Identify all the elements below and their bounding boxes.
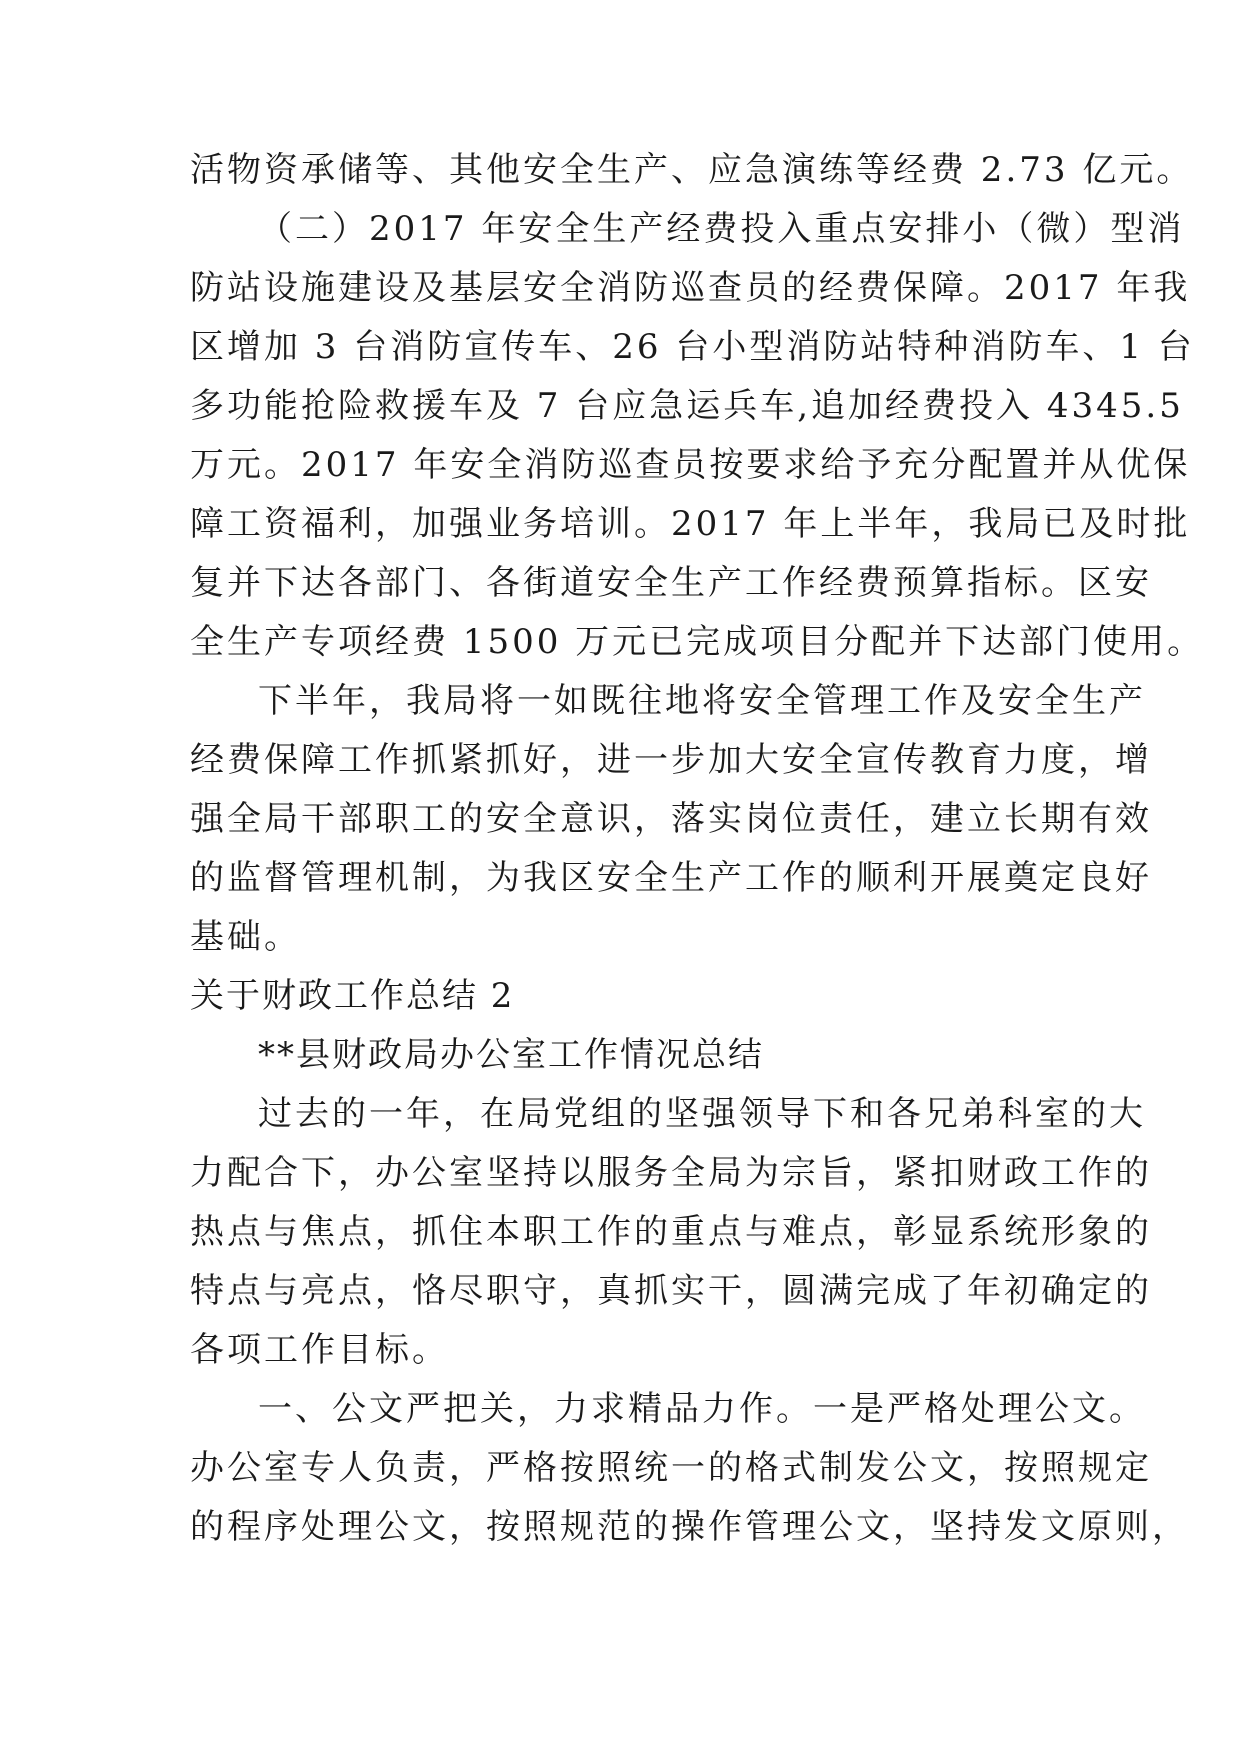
text-line: 基础。 bbox=[190, 917, 301, 957]
text-line: 复并下达各部门、各街道安全生产工作经费预算指标。区安 bbox=[190, 563, 1152, 603]
paragraph-first-line: 下半年，我局将一如既往地将安全管理工作及安全生产 bbox=[258, 681, 1146, 721]
text-line: 办公室专人负责，严格按照统一的格式制发公文，按照规定 bbox=[190, 1448, 1152, 1488]
text-line: 的监督管理机制，为我区安全生产工作的顺利开展奠定良好 bbox=[190, 858, 1152, 898]
section-heading: 关于财政工作总结 2 bbox=[190, 976, 515, 1016]
text-line: 各项工作目标。 bbox=[190, 1330, 449, 1370]
paragraph-first-line: 一、公文严把关，力求精品力作。一是严格处理公文。 bbox=[258, 1389, 1146, 1429]
text-line: 活物资承储等、其他安全生产、应急演练等经费 2.73 亿元。 bbox=[190, 150, 1194, 190]
text-line: 热点与焦点，抓住本职工作的重点与难点，彰显系统形象的 bbox=[190, 1212, 1152, 1252]
text-line: 多功能抢险救援车及 7 台应急运兵车,追加经费投入 4345.5 bbox=[190, 386, 1184, 426]
text-line: 区增加 3 台消防宣传车、26 台小型消防站特种消防车、1 台 bbox=[190, 327, 1195, 367]
text-line: 力配合下，办公室坚持以服务全局为宗旨，紧扣财政工作的 bbox=[190, 1153, 1152, 1193]
text-line: 的程序处理公文，按照规范的操作管理公文，坚持发文原则， bbox=[190, 1507, 1189, 1547]
text-line: 特点与亮点，恪尽职守，真抓实干，圆满完成了年初确定的 bbox=[190, 1271, 1152, 1311]
paragraph-first-line: （二）2017 年安全生产经费投入重点安排小（微）型消 bbox=[258, 209, 1185, 249]
text-line: 防站设施建设及基层安全消防巡查员的经费保障。2017 年我 bbox=[190, 268, 1191, 308]
text-line: 万元。2017 年安全消防巡查员按要求给予充分配置并从优保 bbox=[190, 445, 1191, 485]
text-line: 障工资福利，加强业务培训。2017 年上半年，我局已及时批 bbox=[190, 504, 1191, 544]
document-title: **县财政局办公室工作情况总结 bbox=[258, 1035, 764, 1075]
text-line: 经费保障工作抓紧抓好，进一步加大安全宣传教育力度，增 bbox=[190, 740, 1152, 780]
text-line: 强全局干部职工的安全意识，落实岗位责任，建立长期有效 bbox=[190, 799, 1152, 839]
paragraph-first-line: 过去的一年，在局党组的坚强领导下和各兄弟科室的大 bbox=[258, 1094, 1146, 1134]
text-line: 全生产专项经费 1500 万元已完成项目分配并下达部门使用。 bbox=[190, 622, 1205, 662]
